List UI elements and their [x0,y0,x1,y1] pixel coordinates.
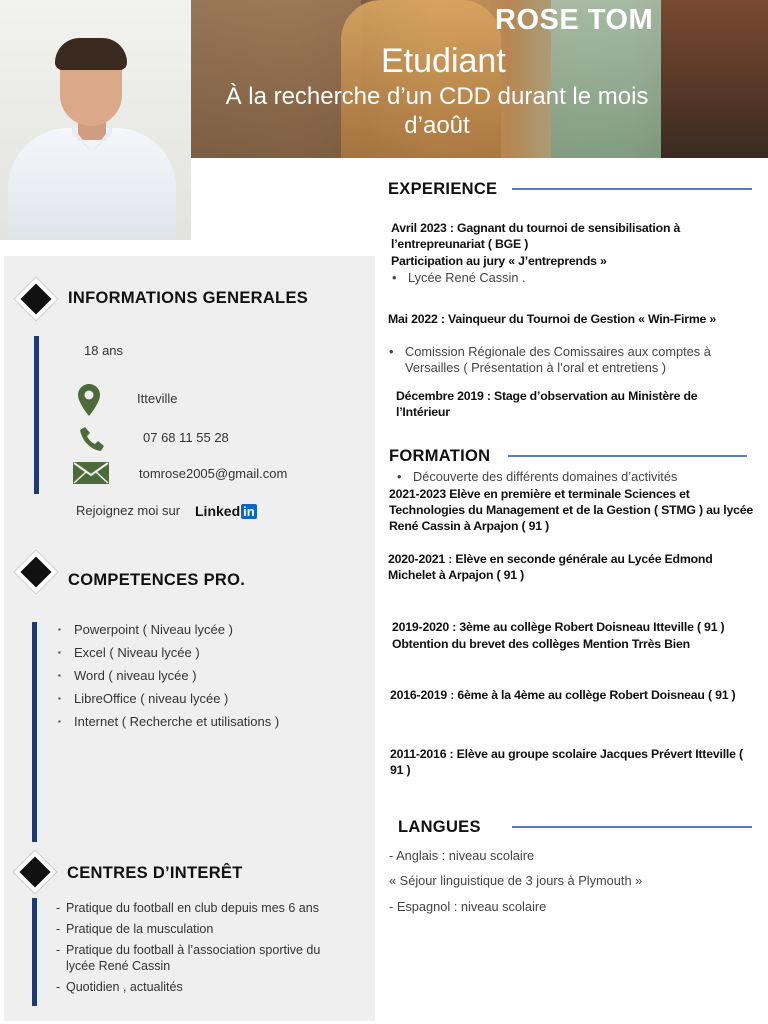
section-heading-formation: FORMATION [389,447,491,465]
linkedin-logo[interactable] [195,503,257,519]
skills-list [58,622,358,737]
pin-icon [78,384,100,416]
language-text: Anglais : niveau scolaire [396,848,535,863]
skill-item: ▪ Powerpoint ( Niveau lycée ) [58,622,358,637]
formation-entry: 2021-2023 Elève en première et terminale Sciences et Technologies du Management et de la Gestion ( STMG ) au lycée René Cassin à Arpajon ( 91 ) [389,487,754,533]
linkedin-prompt: Rejoignez moi sur [76,503,181,518]
section-heading-skills: COMPETENCES PRO. [68,571,246,589]
phone-number: 07 68 11 55 28 [143,430,229,445]
banner-photo-figure [661,0,768,158]
section-heading-languages: LANGUES [398,818,481,836]
heading-rule [512,188,752,190]
language-item: - Anglais : niveau scolaire [389,848,535,863]
linkedin-text: Linked [195,503,241,519]
heading-rule [512,826,752,828]
interest-item: - Pratique du football à l’association sportive du lycée René Cassin [56,942,346,974]
skill-item: ▪ LibreOffice ( niveau lycée ) [58,691,358,706]
experience-entry-title: Avril 2023 : Gagnant du tournoi de sensibilisation à l’entrepreunariat ( BGE ) [391,221,681,251]
experience-bullet: • Lycée René Cassin . [390,270,748,286]
interest-item: - Pratique du football en club depuis mes 6 ans [56,900,346,916]
phone-icon [79,425,107,453]
experience-entry-detail: Participation au jury « J’entreprends » [391,254,607,268]
language-item: « Séjour linguistique de 3 jours à Plymouth » [389,873,643,888]
profile-photo [0,0,191,240]
mail-icon [73,462,109,484]
section-heading-experience: EXPERIENCE [388,180,498,198]
formation-entry: 2016-2019 : 6ème à la 4ème au collège Robert Doisneau ( 91 ) [390,688,736,702]
experience-entry-title: Décembre 2019 : Stage d’observation au Ministère de l’Intérieur [396,389,698,419]
section-accent-bar [32,622,37,842]
formation-entry: 2020-2021 : Elève en seconde générale au Lycée Edmond Michelet à Arpajon ( 91 ) [388,552,713,582]
formation-entry-detail: Obtention du brevet des collèges Mention Trrès Bien [392,637,690,651]
section-accent-bar [34,336,39,494]
language-item: - Espagnol : niveau scolaire [389,899,547,914]
language-text: Espagnol : niveau scolaire [396,899,547,914]
interest-item: - Pratique de la musculation [56,921,346,937]
job-search-subtitle: À la recherche d’un CDD durant le mois d’août [225,83,649,139]
city-text: Itteville [137,391,178,406]
experience-entry-title: Mai 2022 : Vainqueur du Tournoi de Gestion « Win-Firme » [388,312,717,326]
heading-rule [508,455,747,457]
age-text: 18 ans [84,343,124,358]
skill-item: ▪ Word ( niveau lycée ) [58,668,358,683]
interest-item: - Quotidien , actualités [56,979,346,995]
experience-bullet: • Comission Régionale des Comissaires aux comptes à Versailles ( Présentation à l’oral et entretiens ) [387,344,750,376]
formation-entry: 2019-2020 : 3ème au collège Robert Doisneau Itteville ( 91 ) [392,620,725,634]
section-accent-bar [32,898,37,1006]
job-title: Etudiant [381,42,506,80]
email-address[interactable]: tomrose2005@gmail.com [139,466,288,481]
section-heading-info: INFORMATIONS GENERALES [68,289,309,307]
person-name: ROSE TOM [495,4,654,36]
skill-item: ▪ Internet ( Recherche et utilisations ) [58,714,358,729]
linkedin-in-badge: in [243,504,255,519]
interests-list [56,900,346,1000]
skill-item: ▪ Excel ( Niveau lycée ) [58,645,358,660]
experience-bullet: • Découverte des différents domaines d’activités [395,469,753,485]
section-heading-interests: CENTRES D’INTERÊT [67,864,243,882]
formation-entry: 2011-2016 : Elève au groupe scolaire Jacques Prévert Itteville ( 91 ) [390,747,743,777]
